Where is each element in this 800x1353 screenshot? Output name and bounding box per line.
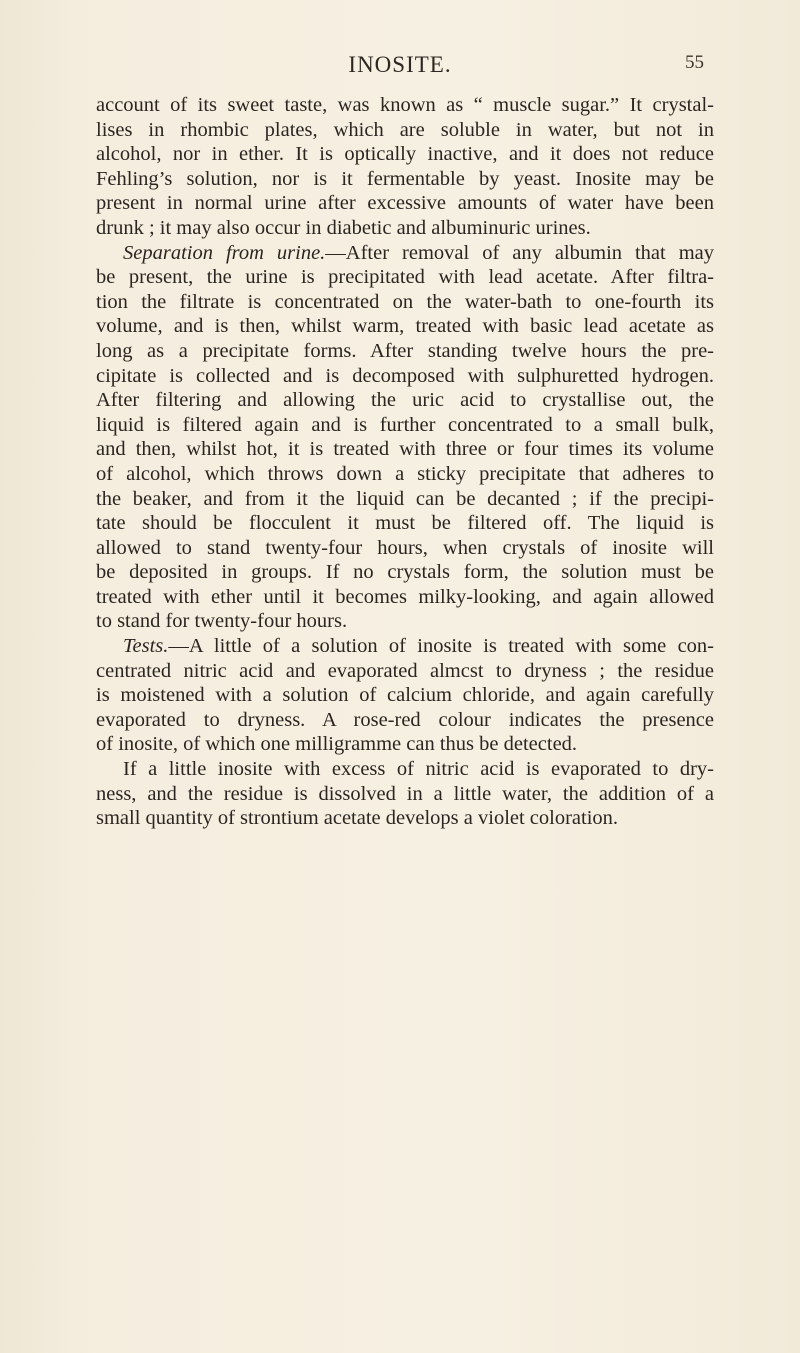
body-text: [96, 93, 714, 831]
text-line: long as a precipitate forms. After standing twelve hours the pre-: [96, 339, 714, 362]
text-line: alcohol, nor in ether. It is optically inactive, and it does not reduce: [96, 143, 714, 166]
text-line: and then, whilst hot, it is treated with three or four times its volume: [96, 438, 714, 461]
text-line: of inosite, of which one milligramme can thus be detected.: [96, 733, 578, 756]
separation-paragraph-start: [96, 241, 714, 266]
text-line: lises in rhombic plates, which are soluble in water, but not in: [96, 118, 714, 141]
text-line: cipitate is collected and is decomposed with sulphuretted hydrogen.: [96, 364, 714, 387]
tests-paragraph-start: [96, 634, 714, 659]
text-line: tion the filtrate is concentrated on the water-bath to one-fourth its: [96, 290, 714, 313]
text-line: drunk ; it may also occur in diabetic and albuminuric urines.: [96, 216, 591, 239]
running-title: INOSITE.: [348, 52, 452, 77]
page-number: 55: [685, 52, 704, 73]
text-line: small quantity of strontium acetate develops a violet coloration.: [96, 807, 619, 830]
text-line: be present, the urine is precipitated with lead acetate. After filtra-: [96, 266, 714, 289]
text-line: the beaker, and from it the liquid can be decanted ; if the precipi-: [96, 487, 714, 510]
tests-heading-dash: —: [168, 635, 189, 658]
separation-heading-dash: —After: [325, 241, 390, 264]
text-line: A little of a solution of inosite is treated with some con-: [188, 635, 714, 658]
text-line: removal of any albumin that may: [402, 241, 715, 264]
text-line: allowed to stand twenty-four hours, when crystals of inosite will: [96, 536, 714, 559]
text-line: is moistened with a solution of calcium chloride, and again carefully: [96, 684, 714, 707]
text-line: evaporated to dryness. A rose-red colour indicates the presence: [96, 708, 714, 731]
text-line: to stand for twenty-four hours.: [96, 610, 348, 633]
text-line: tate should be flocculent it must be filtered off. The liquid is: [96, 512, 714, 535]
text-line: liquid is filtered again and is further concentrated to a small bulk,: [96, 413, 714, 436]
text-line: account of its sweet taste, was known as “ muscle sugar.” It crystal-: [96, 94, 714, 116]
tests-heading: Tests.: [123, 635, 169, 658]
text-line: volume, and is then, whilst warm, treated with basic lead acetate as: [96, 315, 714, 338]
text-line: treated with ether until it becomes milky-looking, and again allowed: [96, 585, 714, 608]
page-header: [0, 52, 800, 82]
text-line: of alcohol, which throws down a sticky precipitate that adheres to: [96, 462, 714, 485]
text-line: If a little inosite with excess of nitric acid is evaporated to dry-: [123, 758, 714, 781]
separation-heading: Separation from urine.: [123, 241, 326, 264]
text-line: ness, and the residue is dissolved in a little water, the addition of a: [96, 782, 714, 805]
text-line: present in normal urine after excessive amounts of water have been: [96, 192, 714, 215]
text-line: Fehling’s solution, nor is it fermentable by yeast. Inosite may be: [96, 167, 714, 190]
text-line: centrated nitric acid and evaporated almcst to dryness ; the residue: [96, 659, 714, 682]
text-line: be deposited in groups. If no crystals form, the solution must be: [96, 561, 714, 584]
text-line: After filtering and allowing the uric acid to crystallise out, the: [96, 389, 714, 412]
